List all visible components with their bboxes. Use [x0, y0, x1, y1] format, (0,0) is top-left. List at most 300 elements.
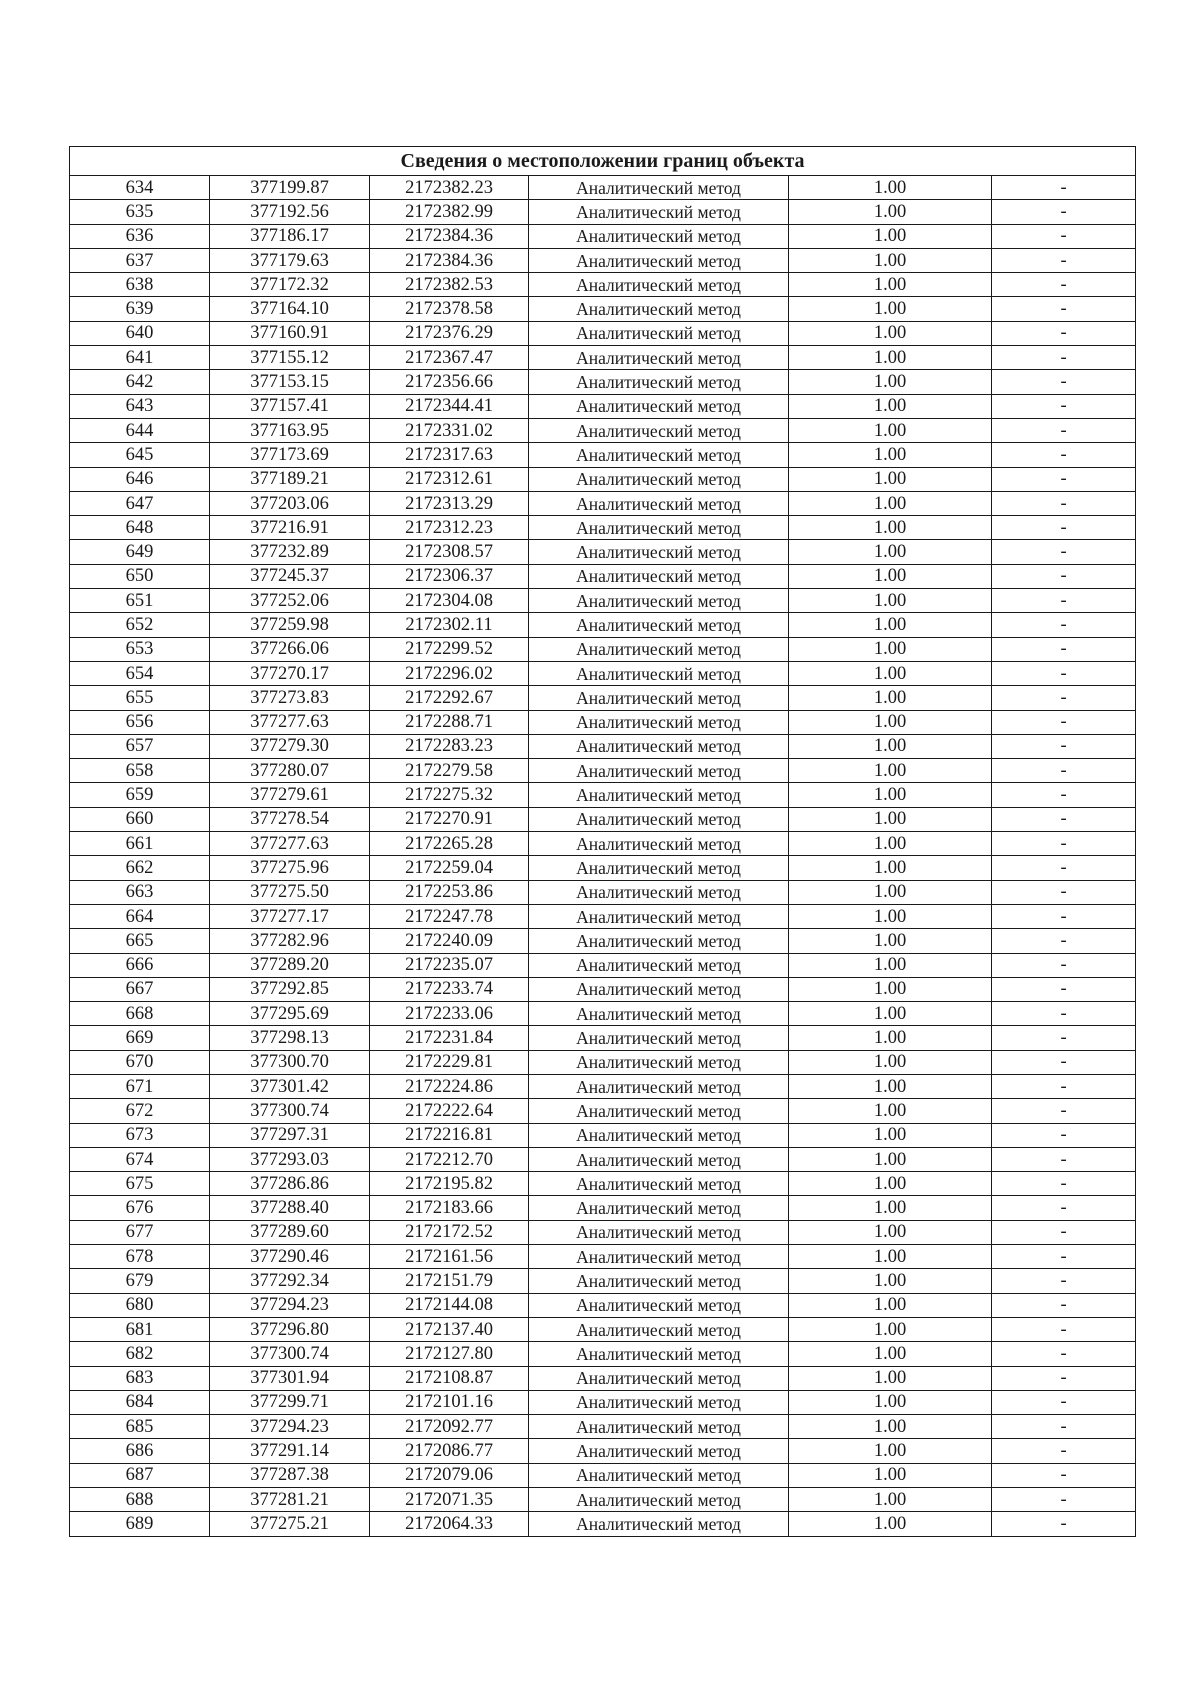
- accuracy-cell: 1.00: [789, 540, 992, 564]
- table-row: [70, 710, 1136, 734]
- coordinate-x-cell: 377186.17: [210, 224, 370, 248]
- coordinate-y-cell: 2172064.33: [370, 1512, 529, 1536]
- coordinate-y-cell: 2172299.52: [370, 637, 529, 661]
- accuracy-cell: 1.00: [789, 224, 992, 248]
- table-row: [70, 1172, 1136, 1196]
- coordinate-y-cell: 2172233.06: [370, 1002, 529, 1026]
- method-cell: Аналитический метод: [529, 346, 789, 370]
- accuracy-cell: 1.00: [789, 686, 992, 710]
- coordinate-y-cell: 2172292.67: [370, 686, 529, 710]
- point-number-cell: 683: [70, 1366, 210, 1390]
- accuracy-cell: 1.00: [789, 516, 992, 540]
- accuracy-cell: 1.00: [789, 1390, 992, 1414]
- accuracy-cell: 1.00: [789, 394, 992, 418]
- method-cell: Аналитический метод: [529, 1123, 789, 1147]
- accuracy-cell: 1.00: [789, 297, 992, 321]
- method-cell: Аналитический метод: [529, 929, 789, 953]
- table-row: [70, 1512, 1136, 1536]
- table-row: [70, 1269, 1136, 1293]
- accuracy-cell: 1.00: [789, 759, 992, 783]
- method-cell: Аналитический метод: [529, 904, 789, 928]
- method-cell: Аналитический метод: [529, 1099, 789, 1123]
- method-cell: Аналитический метод: [529, 1172, 789, 1196]
- accuracy-cell: 1.00: [789, 832, 992, 856]
- coordinate-x-cell: 377292.85: [210, 977, 370, 1001]
- description-cell: -: [992, 1390, 1136, 1414]
- method-cell: Аналитический метод: [529, 248, 789, 272]
- description-cell: -: [992, 904, 1136, 928]
- coordinate-x-cell: 377270.17: [210, 661, 370, 685]
- point-number-cell: 647: [70, 491, 210, 515]
- description-cell: -: [992, 1488, 1136, 1512]
- method-cell: Аналитический метод: [529, 418, 789, 442]
- accuracy-cell: 1.00: [789, 807, 992, 831]
- point-number-cell: 666: [70, 953, 210, 977]
- coordinate-x-cell: 377275.96: [210, 856, 370, 880]
- method-cell: Аналитический метод: [529, 1390, 789, 1414]
- coordinate-y-cell: 2172259.04: [370, 856, 529, 880]
- coordinate-y-cell: 2172161.56: [370, 1245, 529, 1269]
- method-cell: Аналитический метод: [529, 880, 789, 904]
- table-row: [70, 418, 1136, 442]
- table-row: [70, 200, 1136, 224]
- description-cell: -: [992, 297, 1136, 321]
- point-number-cell: 679: [70, 1269, 210, 1293]
- method-cell: Аналитический метод: [529, 370, 789, 394]
- coordinate-x-cell: 377299.71: [210, 1390, 370, 1414]
- table-row: [70, 856, 1136, 880]
- table-row: [70, 540, 1136, 564]
- table-row: [70, 832, 1136, 856]
- point-number-cell: 663: [70, 880, 210, 904]
- table-row: [70, 613, 1136, 637]
- description-cell: -: [992, 1366, 1136, 1390]
- coordinate-x-cell: 377292.34: [210, 1269, 370, 1293]
- coordinate-x-cell: 377259.98: [210, 613, 370, 637]
- description-cell: -: [992, 1512, 1136, 1536]
- point-number-cell: 656: [70, 710, 210, 734]
- description-cell: -: [992, 613, 1136, 637]
- table-body: [70, 147, 1136, 1537]
- accuracy-cell: 1.00: [789, 1172, 992, 1196]
- accuracy-cell: 1.00: [789, 1439, 992, 1463]
- point-number-cell: 686: [70, 1439, 210, 1463]
- method-cell: Аналитический метод: [529, 1050, 789, 1074]
- coordinate-x-cell: 377266.06: [210, 637, 370, 661]
- table-row: [70, 1220, 1136, 1244]
- method-cell: Аналитический метод: [529, 1269, 789, 1293]
- coordinate-x-cell: 377157.41: [210, 394, 370, 418]
- coordinate-y-cell: 2172233.74: [370, 977, 529, 1001]
- method-cell: Аналитический метод: [529, 297, 789, 321]
- coordinate-x-cell: 377164.10: [210, 297, 370, 321]
- table-row: [70, 1317, 1136, 1341]
- description-cell: -: [992, 467, 1136, 491]
- description-cell: -: [992, 929, 1136, 953]
- point-number-cell: 659: [70, 783, 210, 807]
- table-row: [70, 1050, 1136, 1074]
- accuracy-cell: 1.00: [789, 273, 992, 297]
- accuracy-cell: 1.00: [789, 953, 992, 977]
- point-number-cell: 662: [70, 856, 210, 880]
- accuracy-cell: 1.00: [789, 783, 992, 807]
- table-row: [70, 1123, 1136, 1147]
- method-cell: Аналитический метод: [529, 1415, 789, 1439]
- table-row: [70, 759, 1136, 783]
- table-row: [70, 467, 1136, 491]
- point-number-cell: 653: [70, 637, 210, 661]
- description-cell: -: [992, 370, 1136, 394]
- method-cell: Аналитический метод: [529, 1245, 789, 1269]
- coordinate-y-cell: 2172312.61: [370, 467, 529, 491]
- method-cell: Аналитический метод: [529, 589, 789, 613]
- point-number-cell: 672: [70, 1099, 210, 1123]
- description-cell: -: [992, 1123, 1136, 1147]
- table-row: [70, 1366, 1136, 1390]
- coordinate-x-cell: 377189.21: [210, 467, 370, 491]
- description-cell: -: [992, 491, 1136, 515]
- method-cell: Аналитический метод: [529, 321, 789, 345]
- method-cell: Аналитический метод: [529, 759, 789, 783]
- coordinate-y-cell: 2172302.11: [370, 613, 529, 637]
- description-cell: -: [992, 880, 1136, 904]
- coordinate-y-cell: 2172253.86: [370, 880, 529, 904]
- description-cell: -: [992, 759, 1136, 783]
- coordinate-y-cell: 2172071.35: [370, 1488, 529, 1512]
- method-cell: Аналитический метод: [529, 832, 789, 856]
- description-cell: -: [992, 516, 1136, 540]
- coordinate-y-cell: 2172127.80: [370, 1342, 529, 1366]
- coordinate-x-cell: 377192.56: [210, 200, 370, 224]
- coordinate-y-cell: 2172331.02: [370, 418, 529, 442]
- coordinate-y-cell: 2172384.36: [370, 224, 529, 248]
- accuracy-cell: 1.00: [789, 661, 992, 685]
- coordinate-x-cell: 377294.23: [210, 1415, 370, 1439]
- coordinate-y-cell: 2172279.58: [370, 759, 529, 783]
- description-cell: -: [992, 807, 1136, 831]
- coordinate-x-cell: 377295.69: [210, 1002, 370, 1026]
- description-cell: -: [992, 1439, 1136, 1463]
- description-cell: -: [992, 1172, 1136, 1196]
- accuracy-cell: 1.00: [789, 880, 992, 904]
- description-cell: -: [992, 1196, 1136, 1220]
- table-row: [70, 734, 1136, 758]
- description-cell: -: [992, 1463, 1136, 1487]
- accuracy-cell: 1.00: [789, 734, 992, 758]
- accuracy-cell: 1.00: [789, 710, 992, 734]
- point-number-cell: 650: [70, 564, 210, 588]
- point-number-cell: 678: [70, 1245, 210, 1269]
- coordinate-x-cell: 377300.74: [210, 1342, 370, 1366]
- table-row: [70, 953, 1136, 977]
- table-row: [70, 224, 1136, 248]
- accuracy-cell: 1.00: [789, 1220, 992, 1244]
- point-number-cell: 642: [70, 370, 210, 394]
- method-cell: Аналитический метод: [529, 564, 789, 588]
- description-cell: -: [992, 953, 1136, 977]
- table-title: Сведения о местоположении границ объекта: [70, 147, 1136, 176]
- method-cell: Аналитический метод: [529, 686, 789, 710]
- coordinate-x-cell: 377280.07: [210, 759, 370, 783]
- coordinate-x-cell: 377279.30: [210, 734, 370, 758]
- table-row: [70, 1002, 1136, 1026]
- coordinate-y-cell: 2172376.29: [370, 321, 529, 345]
- table-row: [70, 686, 1136, 710]
- point-number-cell: 655: [70, 686, 210, 710]
- coordinate-x-cell: 377289.60: [210, 1220, 370, 1244]
- accuracy-cell: 1.00: [789, 1002, 992, 1026]
- method-cell: Аналитический метод: [529, 1317, 789, 1341]
- method-cell: Аналитический метод: [529, 1220, 789, 1244]
- coordinate-y-cell: 2172356.66: [370, 370, 529, 394]
- coordinate-y-cell: 2172382.53: [370, 273, 529, 297]
- point-number-cell: 639: [70, 297, 210, 321]
- coordinate-x-cell: 377290.46: [210, 1245, 370, 1269]
- coordinate-x-cell: 377277.63: [210, 710, 370, 734]
- accuracy-cell: 1.00: [789, 1317, 992, 1341]
- point-number-cell: 648: [70, 516, 210, 540]
- coordinate-x-cell: 377160.91: [210, 321, 370, 345]
- accuracy-cell: 1.00: [789, 1512, 992, 1536]
- coordinate-x-cell: 377245.37: [210, 564, 370, 588]
- point-number-cell: 644: [70, 418, 210, 442]
- coordinate-y-cell: 2172229.81: [370, 1050, 529, 1074]
- method-cell: Аналитический метод: [529, 1512, 789, 1536]
- accuracy-cell: 1.00: [789, 1123, 992, 1147]
- table-row: [70, 321, 1136, 345]
- coordinate-y-cell: 2172382.99: [370, 200, 529, 224]
- table-row: [70, 807, 1136, 831]
- table-row: [70, 273, 1136, 297]
- coordinate-y-cell: 2172172.52: [370, 1220, 529, 1244]
- table-row: [70, 929, 1136, 953]
- description-cell: -: [992, 273, 1136, 297]
- accuracy-cell: 1.00: [789, 1488, 992, 1512]
- point-number-cell: 640: [70, 321, 210, 345]
- point-number-cell: 664: [70, 904, 210, 928]
- coordinate-y-cell: 2172317.63: [370, 443, 529, 467]
- coordinate-y-cell: 2172212.70: [370, 1147, 529, 1171]
- description-cell: -: [992, 1269, 1136, 1293]
- coordinate-x-cell: 377273.83: [210, 686, 370, 710]
- method-cell: Аналитический метод: [529, 516, 789, 540]
- coordinate-y-cell: 2172308.57: [370, 540, 529, 564]
- method-cell: Аналитический метод: [529, 953, 789, 977]
- description-cell: -: [992, 1415, 1136, 1439]
- point-number-cell: 676: [70, 1196, 210, 1220]
- point-number-cell: 637: [70, 248, 210, 272]
- coordinate-x-cell: 377163.95: [210, 418, 370, 442]
- method-cell: Аналитический метод: [529, 1147, 789, 1171]
- description-cell: -: [992, 1026, 1136, 1050]
- description-cell: -: [992, 734, 1136, 758]
- accuracy-cell: 1.00: [789, 418, 992, 442]
- coordinate-x-cell: 377291.14: [210, 1439, 370, 1463]
- accuracy-cell: 1.00: [789, 321, 992, 345]
- coordinate-y-cell: 2172224.86: [370, 1074, 529, 1098]
- accuracy-cell: 1.00: [789, 856, 992, 880]
- accuracy-cell: 1.00: [789, 1196, 992, 1220]
- description-cell: -: [992, 637, 1136, 661]
- coordinate-y-cell: 2172108.87: [370, 1366, 529, 1390]
- point-number-cell: 681: [70, 1317, 210, 1341]
- description-cell: -: [992, 394, 1136, 418]
- method-cell: Аналитический метод: [529, 783, 789, 807]
- coordinate-x-cell: 377173.69: [210, 443, 370, 467]
- table-row: [70, 661, 1136, 685]
- point-number-cell: 654: [70, 661, 210, 685]
- method-cell: Аналитический метод: [529, 1002, 789, 1026]
- table-row: [70, 1390, 1136, 1414]
- method-cell: Аналитический метод: [529, 613, 789, 637]
- description-cell: -: [992, 710, 1136, 734]
- point-number-cell: 661: [70, 832, 210, 856]
- table-row: [70, 516, 1136, 540]
- coordinate-x-cell: 377281.21: [210, 1488, 370, 1512]
- description-cell: -: [992, 321, 1136, 345]
- coordinate-x-cell: 377301.94: [210, 1366, 370, 1390]
- table-row: [70, 1196, 1136, 1220]
- description-cell: -: [992, 1293, 1136, 1317]
- coordinate-x-cell: 377275.21: [210, 1512, 370, 1536]
- description-cell: -: [992, 1342, 1136, 1366]
- method-cell: Аналитический метод: [529, 710, 789, 734]
- method-cell: Аналитический метод: [529, 200, 789, 224]
- table-row: [70, 1147, 1136, 1171]
- coordinate-y-cell: 2172222.64: [370, 1099, 529, 1123]
- description-cell: -: [992, 418, 1136, 442]
- coordinate-x-cell: 377300.70: [210, 1050, 370, 1074]
- coordinate-y-cell: 2172288.71: [370, 710, 529, 734]
- coordinate-x-cell: 377277.17: [210, 904, 370, 928]
- coordinate-y-cell: 2172101.16: [370, 1390, 529, 1414]
- point-number-cell: 646: [70, 467, 210, 491]
- point-number-cell: 668: [70, 1002, 210, 1026]
- coordinate-x-cell: 377296.80: [210, 1317, 370, 1341]
- point-number-cell: 636: [70, 224, 210, 248]
- description-cell: -: [992, 200, 1136, 224]
- coordinate-x-cell: 377301.42: [210, 1074, 370, 1098]
- accuracy-cell: 1.00: [789, 977, 992, 1001]
- point-number-cell: 641: [70, 346, 210, 370]
- accuracy-cell: 1.00: [789, 443, 992, 467]
- coordinate-x-cell: 377298.13: [210, 1026, 370, 1050]
- table-row: [70, 1099, 1136, 1123]
- table-row: [70, 491, 1136, 515]
- method-cell: Аналитический метод: [529, 1439, 789, 1463]
- table-row: [70, 783, 1136, 807]
- point-number-cell: 684: [70, 1390, 210, 1414]
- point-number-cell: 669: [70, 1026, 210, 1050]
- accuracy-cell: 1.00: [789, 1366, 992, 1390]
- accuracy-cell: 1.00: [789, 613, 992, 637]
- coordinate-y-cell: 2172275.32: [370, 783, 529, 807]
- table-row: [70, 1245, 1136, 1269]
- accuracy-cell: 1.00: [789, 491, 992, 515]
- coordinate-x-cell: 377287.38: [210, 1463, 370, 1487]
- point-number-cell: 645: [70, 443, 210, 467]
- point-number-cell: 651: [70, 589, 210, 613]
- table-row: [70, 1488, 1136, 1512]
- table-row: [70, 1463, 1136, 1487]
- accuracy-cell: 1.00: [789, 637, 992, 661]
- method-cell: Аналитический метод: [529, 1074, 789, 1098]
- table-row: [70, 443, 1136, 467]
- point-number-cell: 675: [70, 1172, 210, 1196]
- coordinate-x-cell: 377277.63: [210, 832, 370, 856]
- method-cell: Аналитический метод: [529, 273, 789, 297]
- table-row: [70, 1293, 1136, 1317]
- coordinate-x-cell: 377279.61: [210, 783, 370, 807]
- coordinate-y-cell: 2172304.08: [370, 589, 529, 613]
- accuracy-cell: 1.00: [789, 564, 992, 588]
- point-number-cell: 673: [70, 1123, 210, 1147]
- accuracy-cell: 1.00: [789, 370, 992, 394]
- method-cell: Аналитический метод: [529, 224, 789, 248]
- method-cell: Аналитический метод: [529, 176, 789, 200]
- method-cell: Аналитический метод: [529, 1196, 789, 1220]
- coordinate-x-cell: 377275.50: [210, 880, 370, 904]
- coordinate-x-cell: 377203.06: [210, 491, 370, 515]
- method-cell: Аналитический метод: [529, 856, 789, 880]
- method-cell: Аналитический метод: [529, 1342, 789, 1366]
- point-number-cell: 652: [70, 613, 210, 637]
- description-cell: -: [992, 1074, 1136, 1098]
- accuracy-cell: 1.00: [789, 1074, 992, 1098]
- description-cell: -: [992, 248, 1136, 272]
- description-cell: -: [992, 1002, 1136, 1026]
- method-cell: Аналитический метод: [529, 637, 789, 661]
- accuracy-cell: 1.00: [789, 1293, 992, 1317]
- coordinate-y-cell: 2172079.06: [370, 1463, 529, 1487]
- accuracy-cell: 1.00: [789, 1147, 992, 1171]
- table-row: [70, 880, 1136, 904]
- description-cell: -: [992, 346, 1136, 370]
- coordinate-x-cell: 377153.15: [210, 370, 370, 394]
- description-cell: -: [992, 564, 1136, 588]
- accuracy-cell: 1.00: [789, 346, 992, 370]
- coordinate-y-cell: 2172183.66: [370, 1196, 529, 1220]
- description-cell: -: [992, 1245, 1136, 1269]
- description-cell: -: [992, 443, 1136, 467]
- method-cell: Аналитический метод: [529, 443, 789, 467]
- point-number-cell: 658: [70, 759, 210, 783]
- coordinate-x-cell: 377252.06: [210, 589, 370, 613]
- coordinate-y-cell: 2172296.02: [370, 661, 529, 685]
- coordinate-y-cell: 2172382.23: [370, 176, 529, 200]
- method-cell: Аналитический метод: [529, 394, 789, 418]
- table-row: [70, 346, 1136, 370]
- coordinate-x-cell: 377199.87: [210, 176, 370, 200]
- point-number-cell: 685: [70, 1415, 210, 1439]
- point-number-cell: 660: [70, 807, 210, 831]
- table-row: [70, 248, 1136, 272]
- table-row: [70, 564, 1136, 588]
- method-cell: Аналитический метод: [529, 1366, 789, 1390]
- coordinate-x-cell: 377286.86: [210, 1172, 370, 1196]
- boundary-coordinates-table: [69, 146, 1136, 1537]
- table-row: [70, 1342, 1136, 1366]
- table-row: [70, 637, 1136, 661]
- coordinate-y-cell: 2172235.07: [370, 953, 529, 977]
- method-cell: Аналитический метод: [529, 467, 789, 491]
- coordinate-x-cell: 377278.54: [210, 807, 370, 831]
- description-cell: -: [992, 1220, 1136, 1244]
- coordinate-x-cell: 377300.74: [210, 1099, 370, 1123]
- point-number-cell: 667: [70, 977, 210, 1001]
- point-number-cell: 674: [70, 1147, 210, 1171]
- description-cell: -: [992, 540, 1136, 564]
